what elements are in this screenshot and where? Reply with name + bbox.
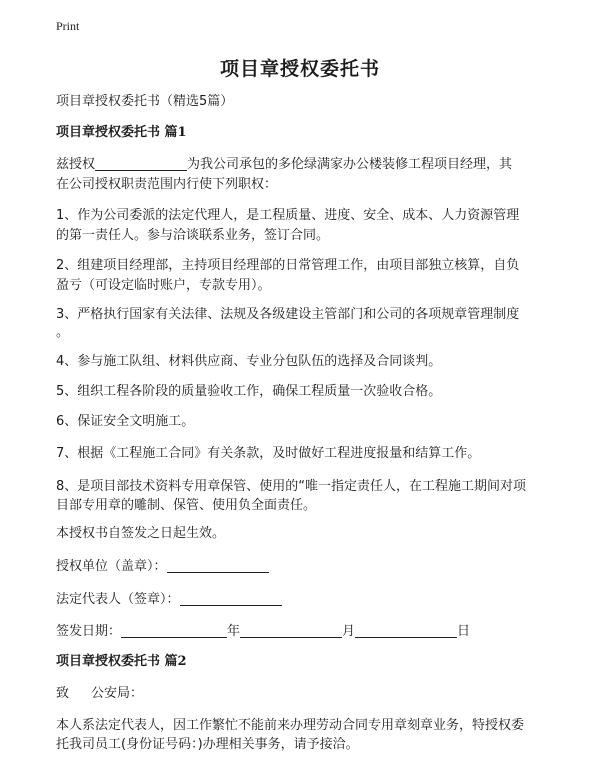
section-2-heading: 项目章授权委托书 篇2 (56, 654, 187, 669)
authorizing-unit-row (56, 557, 556, 577)
intro-prefix: 兹授权 (56, 157, 96, 172)
issue-month-blank (240, 623, 342, 638)
item-1-line-1: 1、作为公司委派的法定代理人，是工程质量、进度、安全、成本、人力资源管理 (56, 208, 520, 223)
effective-statement: 本授权书自签发之日起生效。 (56, 526, 226, 541)
item-1-line-2: 的第一责任人。参与洽谈联系业务，签订合同。 (56, 228, 330, 243)
year-label: 年 (227, 624, 241, 639)
legal-representative-blank (180, 591, 282, 606)
recipient-blank (69, 685, 91, 700)
item-8-line-2: 目部专用章的雕制、保管、使用负全面责任。 (56, 498, 317, 513)
authorizing-unit-blank (167, 558, 269, 573)
recipient-line (56, 684, 556, 704)
item-7: 7、根据《工程施工合同》有关条款，及时做好工程进度报量和结算工作。 (56, 446, 481, 461)
recipient-prefix: 致 (56, 686, 70, 701)
recipient-suffix: 公安局： (91, 686, 144, 701)
section-1-heading: 项目章授权委托书 篇1 (56, 125, 187, 140)
item-2-line-1: 2、组建项目经理部，主持项目经理部的日常管理工作，由项目部独立核算，自负 (56, 258, 520, 273)
document-title: 项目章授权委托书 (219, 58, 380, 80)
document-subtitle: 项目章授权委托书（精选5篇） (56, 94, 234, 109)
item-4: 4、参与施工队组、材料供应商、专业分包队伍的选择及合同谈判。 (56, 354, 442, 369)
issue-date-label: 签发日期： (56, 624, 122, 639)
item-3-line-2: 。 (56, 325, 70, 340)
item-2-line-2: 盈亏（可设定临时账户，专款专用）。 (56, 278, 271, 293)
month-label: 月 (342, 624, 356, 639)
item-8-line-1: 8、是项目部技术资料专用章保管、使用的“唯一指定责任人，在工程施工期间对项 (56, 479, 527, 494)
item-6: 6、保证安全文明施工。 (56, 414, 195, 429)
section-2-body-line-1: 本人系法定代表人，因工作繁忙不能前来办理劳动合同专用章刻章业务，特授权委 (56, 718, 525, 733)
intro-paragraph-line-2: 在公司授权职责范围内行使下列职权： (56, 177, 278, 192)
issue-day-blank (355, 623, 457, 638)
item-3-line-1: 3、严格执行国家有关法律、法规及各级建设主管部门和公司的各项规章管理制度 (56, 307, 520, 322)
issue-date-row (56, 622, 556, 642)
intro-suffix: 为我公司承包的多伦绿满家办公楼装修工程项目经理，其 (187, 157, 513, 172)
intro-paragraph-line-1 (56, 155, 556, 175)
item-5: 5、组织工程各阶段的质量验收工作，确保工程质量一次验收合格。 (56, 384, 442, 399)
legal-representative-label: 法定代表人（签章）： (56, 592, 180, 607)
authorizing-unit-label: 授权单位（盖章）： (56, 559, 167, 574)
issue-year-blank (121, 623, 227, 638)
print-link[interactable]: Print (56, 19, 80, 33)
section-2-body-line-2: 托我司员工(身份证号码：)办理相关事务，请予接洽。 (56, 737, 359, 752)
day-label: 日 (457, 624, 471, 639)
authorized-person-blank (95, 156, 187, 171)
legal-representative-row (56, 590, 556, 610)
